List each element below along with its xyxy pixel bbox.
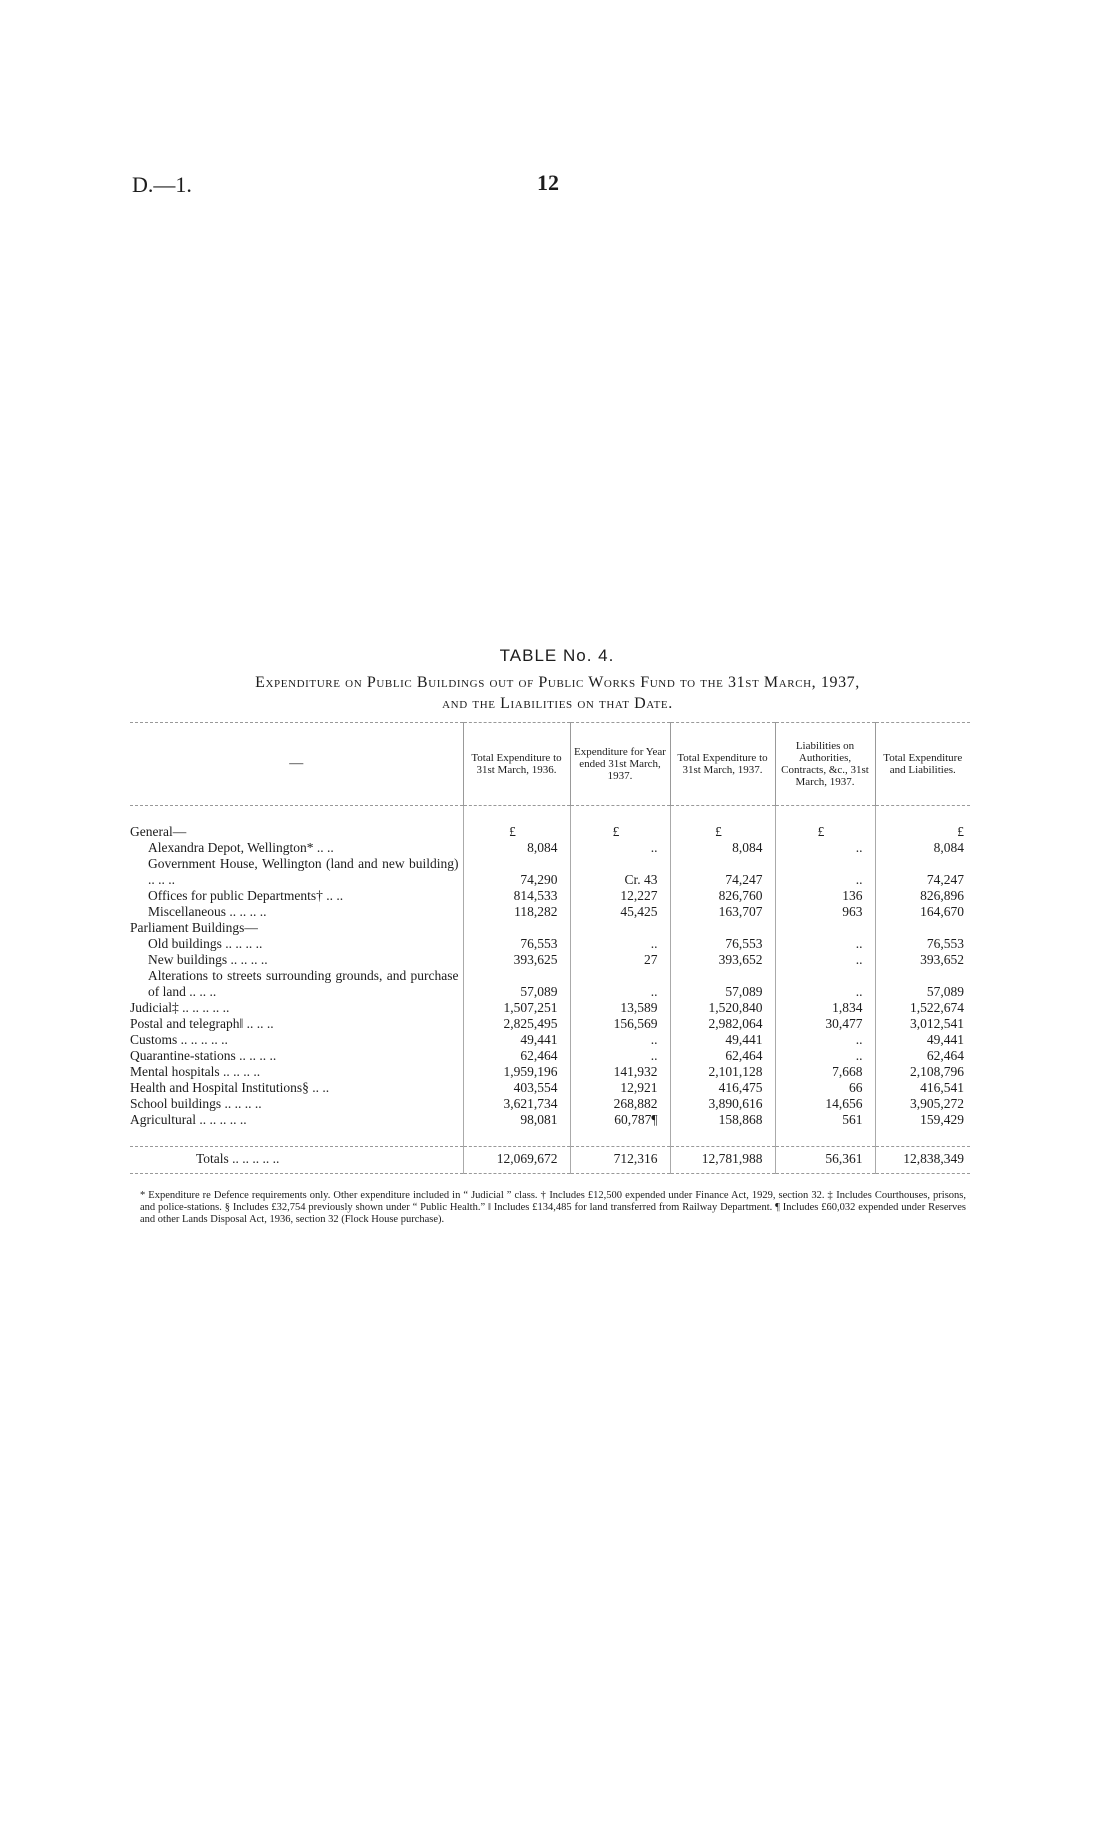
row-label: Offices for public Departments† .. .. <box>148 888 344 903</box>
currency-unit: £ <box>875 824 970 840</box>
currency-unit: £ <box>570 824 670 840</box>
table-row <box>130 936 970 952</box>
row-value: 8,084 <box>670 840 775 856</box>
table-caption-line-1: Expenditure on Public Buildings out of Public Works Fund to the 31st March, 1937, <box>255 674 860 691</box>
row-value: 57,089 <box>463 968 570 1000</box>
row-value: 60,787¶ <box>570 1112 670 1128</box>
row-value: .. <box>775 1048 875 1064</box>
row-label: School buildings .. .. .. .. <box>130 1096 262 1111</box>
table-row <box>130 1016 970 1032</box>
row-value: 814,533 <box>463 888 570 904</box>
row-value: .. <box>570 936 670 952</box>
row-value: 74,290 <box>463 856 570 888</box>
row-label: Quarantine-stations .. .. .. .. <box>130 1048 277 1063</box>
row-label: Customs .. .. .. .. .. <box>130 1032 228 1047</box>
table-body <box>130 806 970 1174</box>
row-value: 416,475 <box>670 1080 775 1096</box>
table-row <box>130 888 970 904</box>
table-row <box>130 1064 970 1080</box>
expenditure-table <box>130 722 970 1174</box>
row-value: 163,707 <box>670 904 775 920</box>
row-value <box>875 920 970 936</box>
row-value: 49,441 <box>875 1032 970 1048</box>
row-value <box>463 920 570 936</box>
row-value <box>570 920 670 936</box>
row-value: 403,554 <box>463 1080 570 1096</box>
row-value: 74,247 <box>670 856 775 888</box>
row-value: 3,621,734 <box>463 1096 570 1112</box>
row-label: Mental hospitals .. .. .. .. <box>130 1064 261 1079</box>
row-label: Government House, Wellington (land and new building) .. .. .. <box>148 856 459 887</box>
row-value: 136 <box>775 888 875 904</box>
column-header-stub: — <box>289 756 304 771</box>
totals-row <box>130 1147 970 1174</box>
row-value: 76,553 <box>875 936 970 952</box>
row-value: 98,081 <box>463 1112 570 1128</box>
row-value: 1,834 <box>775 1000 875 1016</box>
row-value: .. <box>570 1048 670 1064</box>
expenditure-table-container <box>130 722 970 1174</box>
row-value: 141,932 <box>570 1064 670 1080</box>
table-row <box>130 952 970 968</box>
row-label: New buildings .. .. .. .. <box>148 952 268 967</box>
row-value: 62,464 <box>670 1048 775 1064</box>
currency-unit: £ <box>463 824 570 840</box>
row-value: .. <box>775 856 875 888</box>
row-value: 159,429 <box>875 1112 970 1128</box>
row-label: Old buildings .. .. .. .. <box>148 936 263 951</box>
row-value: 49,441 <box>670 1032 775 1048</box>
totals-value: 12,838,349 <box>875 1147 970 1174</box>
row-value: 3,905,272 <box>875 1096 970 1112</box>
row-value: 14,656 <box>775 1096 875 1112</box>
row-value: 74,247 <box>875 856 970 888</box>
row-value: 57,089 <box>670 968 775 1000</box>
column-header-liabilities: Liabilities on Authorities, Contracts, &c., 31st March, 1937. <box>775 723 875 806</box>
footnotes: * Expenditure re Defence requirements only. Other expenditure included in “ Judicial ” class. † Includes £12,500 expended under Finance Act, 1929, section 32. ‡ Includes Courthouses, prisons, and police-stations. § Includes £32,754 previously shown under “ Public Health.” ‖ Includes £134,485 for land transferred from Railway Department. ¶ Includes £60,032 expended under Reserves and other Lands Disposal Act, 1936, section 32 (Flock House purchase). <box>140 1190 966 1225</box>
row-label: Alterations to streets surrounding grounds, and purchase of land .. .. .. <box>148 968 459 999</box>
table-row <box>130 968 970 1000</box>
totals-label: Totals .. .. .. .. .. <box>130 1147 463 1174</box>
row-value: 268,882 <box>570 1096 670 1112</box>
table-row <box>130 840 970 856</box>
row-value: .. <box>570 840 670 856</box>
row-value: 2,982,064 <box>670 1016 775 1032</box>
table-row <box>130 824 970 840</box>
spacer-row <box>130 806 970 825</box>
row-value: 49,441 <box>463 1032 570 1048</box>
table-row <box>130 1112 970 1128</box>
row-label: Judicial‡ .. .. .. .. .. <box>130 1000 230 1015</box>
row-value: 45,425 <box>570 904 670 920</box>
row-value: 62,464 <box>875 1048 970 1064</box>
column-header-total-1936: Total Expenditure to 31st March, 1936. <box>463 723 570 806</box>
row-value: Cr. 43 <box>570 856 670 888</box>
column-header-total-1937: Total Expenditure to 31st March, 1937. <box>670 723 775 806</box>
table-row <box>130 1032 970 1048</box>
table-row <box>130 1000 970 1016</box>
row-value: 416,541 <box>875 1080 970 1096</box>
row-label: Parliament Buildings— <box>130 920 258 935</box>
row-value: 7,668 <box>775 1064 875 1080</box>
row-value: 393,652 <box>875 952 970 968</box>
row-value: 76,553 <box>463 936 570 952</box>
row-value: .. <box>570 1032 670 1048</box>
spacer-row <box>130 1128 970 1147</box>
row-value: .. <box>775 1032 875 1048</box>
row-label: Postal and telegraph‖ .. .. .. <box>130 1016 274 1031</box>
row-value: 66 <box>775 1080 875 1096</box>
row-value: 118,282 <box>463 904 570 920</box>
row-value: 561 <box>775 1112 875 1128</box>
row-value: 158,868 <box>670 1112 775 1128</box>
row-value: .. <box>570 968 670 1000</box>
row-value: 1,959,196 <box>463 1064 570 1080</box>
row-value: 1,507,251 <box>463 1000 570 1016</box>
row-value: .. <box>775 840 875 856</box>
row-value: 2,101,128 <box>670 1064 775 1080</box>
row-value: 2,108,796 <box>875 1064 970 1080</box>
row-label: General— <box>130 824 187 839</box>
row-value: 156,569 <box>570 1016 670 1032</box>
table-row <box>130 856 970 888</box>
row-value <box>775 920 875 936</box>
row-value: .. <box>775 936 875 952</box>
column-header-year-1937: Expenditure for Year ended 31st March, 1937. <box>570 723 670 806</box>
row-label: Agricultural .. .. .. .. .. <box>130 1112 247 1127</box>
row-value: 57,089 <box>875 968 970 1000</box>
row-value: 76,553 <box>670 936 775 952</box>
table-row <box>130 920 970 936</box>
row-value: 27 <box>570 952 670 968</box>
row-value: 1,522,674 <box>875 1000 970 1016</box>
page-number: 12 <box>537 170 559 195</box>
row-value: 826,760 <box>670 888 775 904</box>
totals-value: 12,069,672 <box>463 1147 570 1174</box>
row-value: 826,896 <box>875 888 970 904</box>
row-value: 963 <box>775 904 875 920</box>
row-value: 62,464 <box>463 1048 570 1064</box>
table-row <box>130 904 970 920</box>
row-value: 8,084 <box>463 840 570 856</box>
table-caption-line-2: and the Liabilities on that Date. <box>442 695 673 712</box>
currency-unit: £ <box>670 824 775 840</box>
row-value: 3,012,541 <box>875 1016 970 1032</box>
row-value: 2,825,495 <box>463 1016 570 1032</box>
row-value: 30,477 <box>775 1016 875 1032</box>
table-row <box>130 1048 970 1064</box>
table-row <box>130 1080 970 1096</box>
row-value: 393,625 <box>463 952 570 968</box>
totals-value: 12,781,988 <box>670 1147 775 1174</box>
totals-value: 56,361 <box>775 1147 875 1174</box>
row-value: .. <box>775 968 875 1000</box>
row-value: 13,589 <box>570 1000 670 1016</box>
row-value: 1,520,840 <box>670 1000 775 1016</box>
row-value: 12,921 <box>570 1080 670 1096</box>
row-value <box>670 920 775 936</box>
totals-value: 712,316 <box>570 1147 670 1174</box>
row-value: 12,227 <box>570 888 670 904</box>
document-reference: D.—1. <box>132 172 192 197</box>
row-value: 393,652 <box>670 952 775 968</box>
row-value: .. <box>775 952 875 968</box>
row-label: Alexandra Depot, Wellington* .. .. <box>148 840 334 855</box>
row-value: 164,670 <box>875 904 970 920</box>
table-caption <box>130 672 985 714</box>
table-row <box>130 1096 970 1112</box>
column-header-total-liabilities: Total Expenditure and Liabilities. <box>875 723 970 806</box>
currency-unit: £ <box>775 824 875 840</box>
row-value: 3,890,616 <box>670 1096 775 1112</box>
row-label: Health and Hospital Institutions§ .. .. <box>130 1080 330 1095</box>
table-title: TABLE No. 4. <box>499 646 615 665</box>
row-value: 8,084 <box>875 840 970 856</box>
row-label: Miscellaneous .. .. .. .. <box>148 904 267 919</box>
table-header-row <box>130 723 970 806</box>
